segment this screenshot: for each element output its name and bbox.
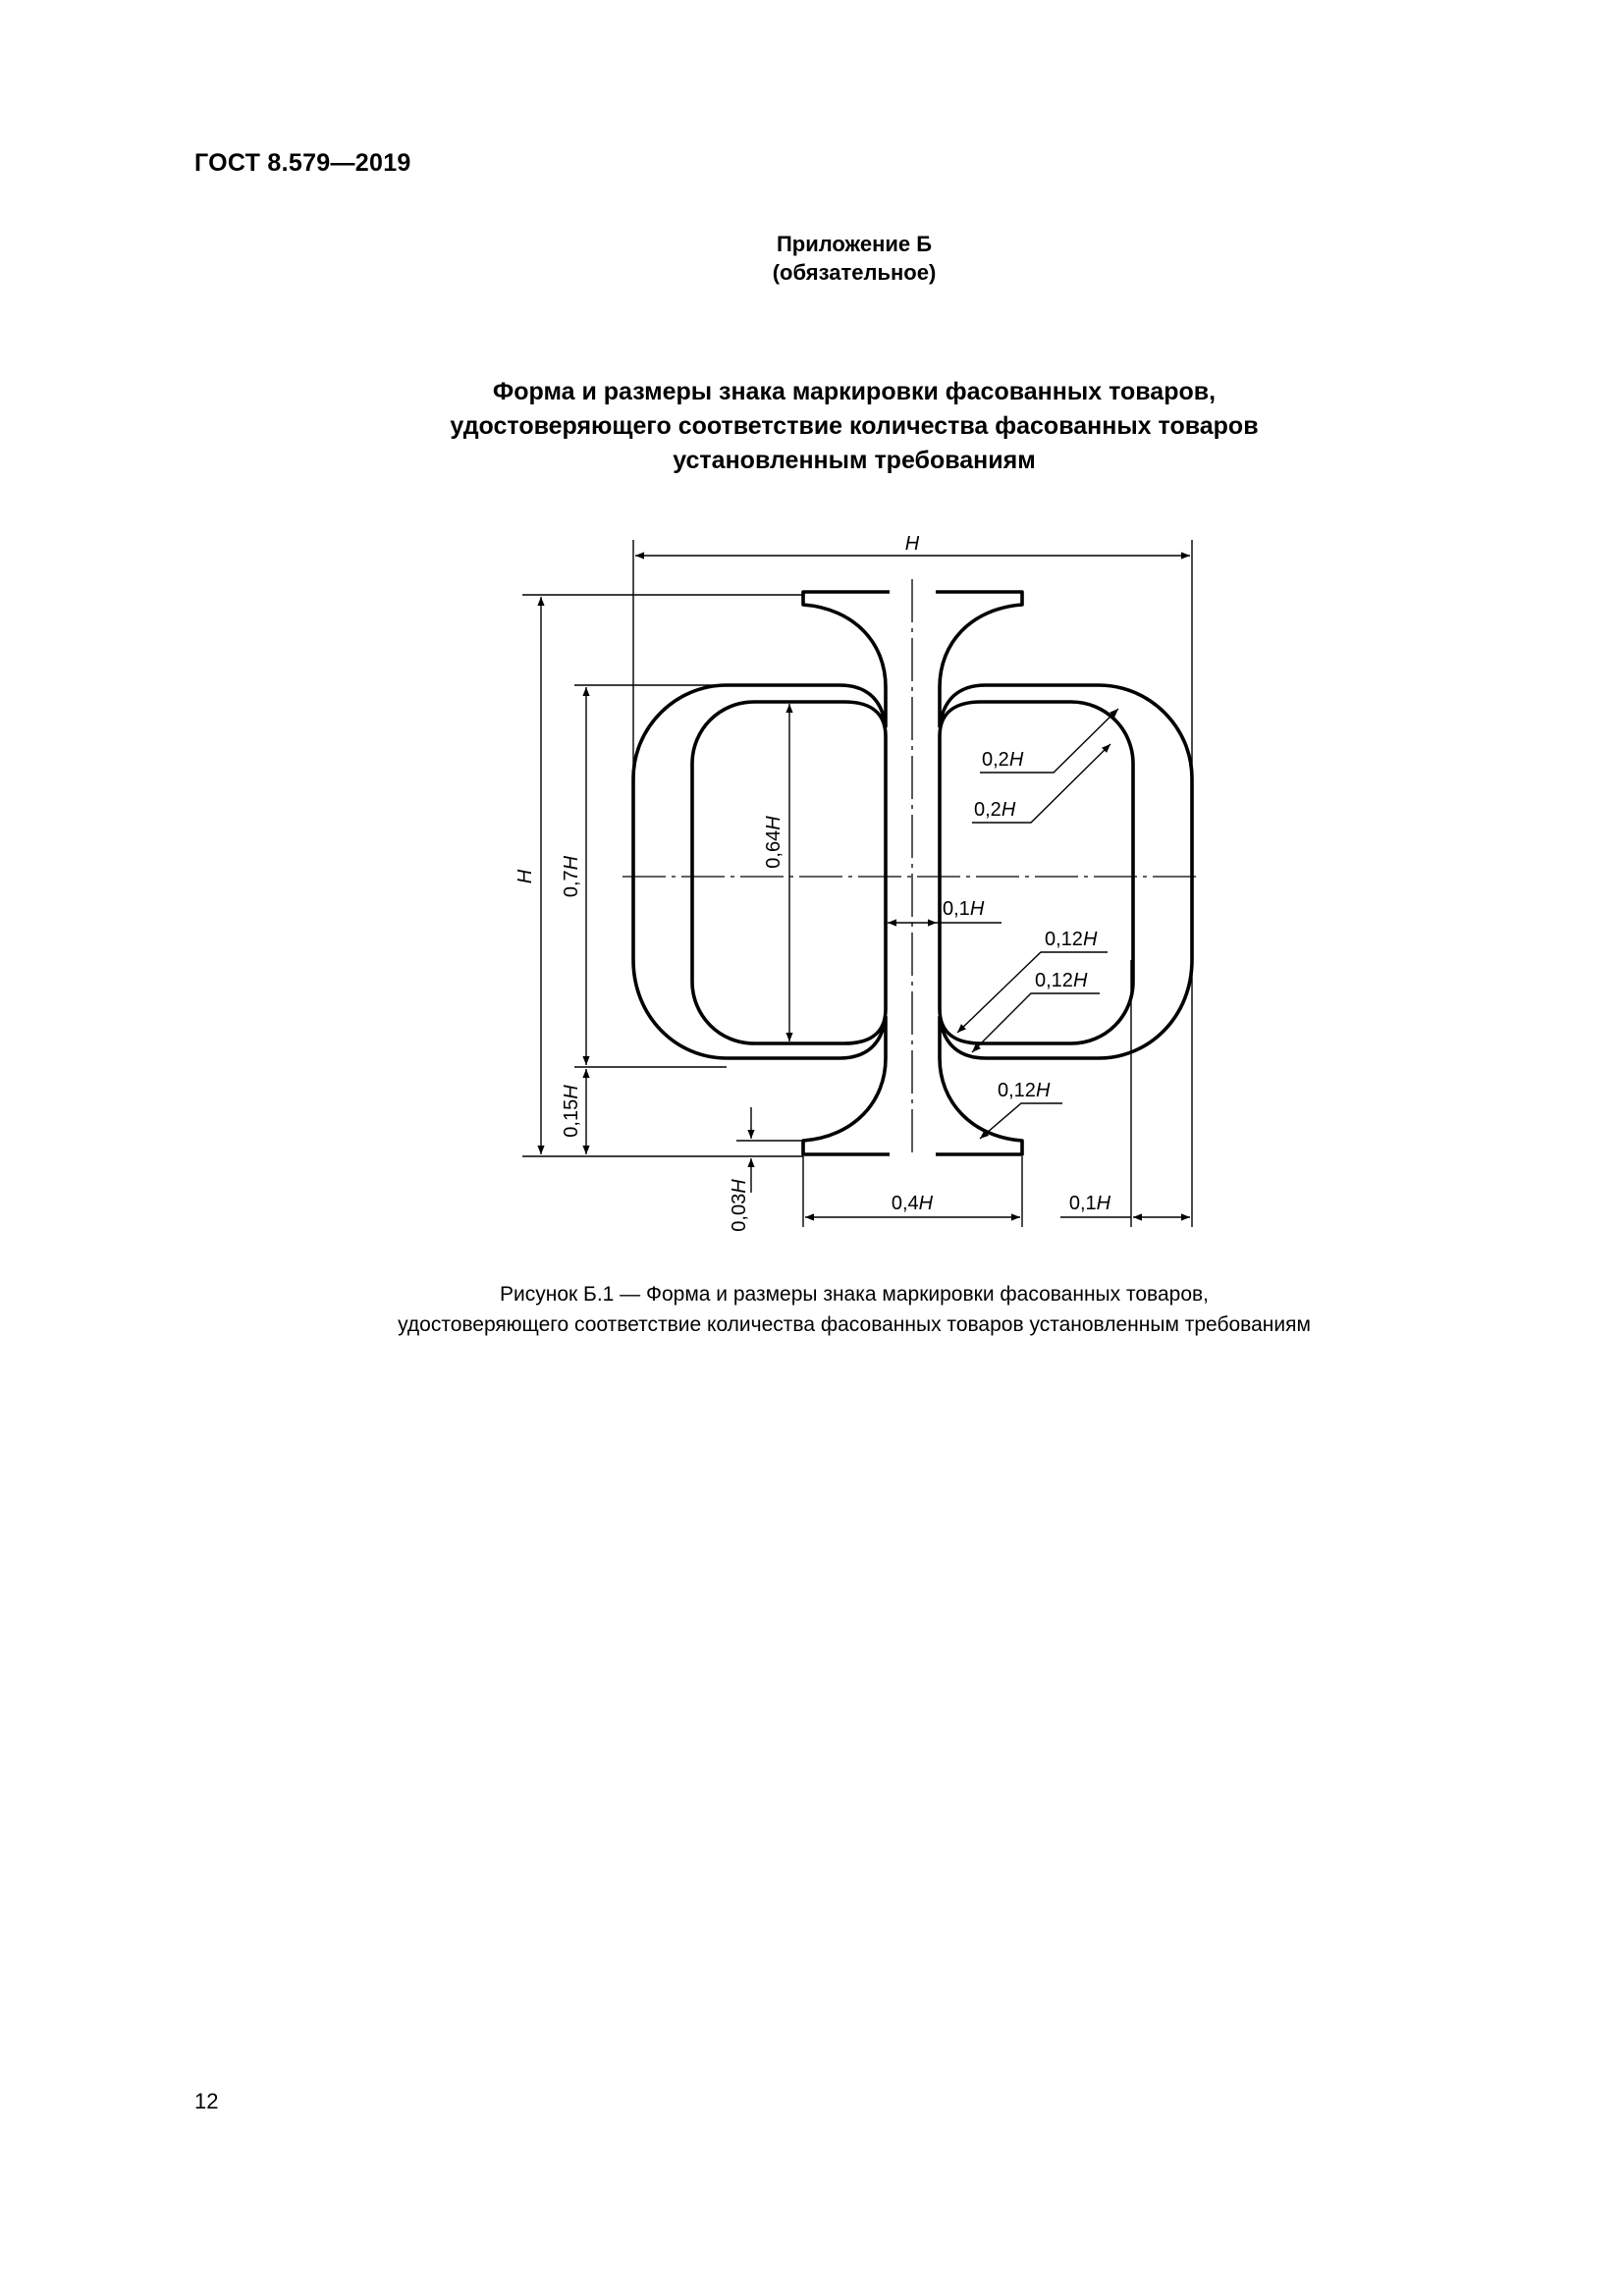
dimension-lines xyxy=(541,556,1190,1217)
label-radius-inner: 0,2H xyxy=(974,799,1016,821)
label-fillet-1: 0,12H xyxy=(1045,929,1098,950)
label-height-total: H xyxy=(514,869,536,884)
appendix-title-line-1: Форма и размеры знака маркировки фасованных товаров, xyxy=(492,378,1217,405)
leader-fillet-1 xyxy=(957,952,1108,1033)
extension-lines xyxy=(522,540,1192,1227)
label-outer-height: 0,7H xyxy=(561,855,582,898)
label-wall-width: 0,1H xyxy=(1068,1193,1111,1214)
label-flange-thickness: 0,03H xyxy=(729,1179,750,1232)
label-serif-height: 0,15H xyxy=(561,1085,582,1138)
appendix-title-line-2: удостоверяющего соответствие количества фасованных товаров xyxy=(450,412,1259,440)
figure-caption-line-1: Рисунок Б.1 — Форма и размеры знака маркировки фасованных товаров, xyxy=(500,1283,1209,1306)
label-width-total: H xyxy=(904,533,920,555)
sign-left-outer xyxy=(633,592,890,1154)
label-radius-outer: 0,2H xyxy=(982,749,1024,771)
label-fillet-2: 0,12H xyxy=(1035,970,1088,991)
radius-leaders xyxy=(957,709,1118,1139)
figure-caption xyxy=(0,1279,1624,1340)
label-fillet-3: 0,12H xyxy=(998,1080,1051,1101)
page-number: 12 xyxy=(194,2089,219,2113)
appendix-title-line-3: установленным требованиям xyxy=(673,447,1036,474)
sign-right-outer xyxy=(936,592,1192,1154)
figure-caption-line-2: удостоверяющего соответствие количества фасованных товаров установленным требованиям xyxy=(398,1313,1311,1336)
document-code: ГОСТ 8.579—2019 xyxy=(194,149,411,177)
label-inner-height: 0,64H xyxy=(763,816,785,869)
label-gap: 0,1H xyxy=(943,898,985,920)
dimension-labels xyxy=(514,533,1111,1232)
appendix-label: Приложение Б xyxy=(776,232,933,256)
appendix-status: (обязательное) xyxy=(772,260,937,285)
center-lines xyxy=(623,579,1200,1156)
sign-right-inner xyxy=(940,702,1133,1043)
label-flange-width: 0,4H xyxy=(891,1193,934,1214)
